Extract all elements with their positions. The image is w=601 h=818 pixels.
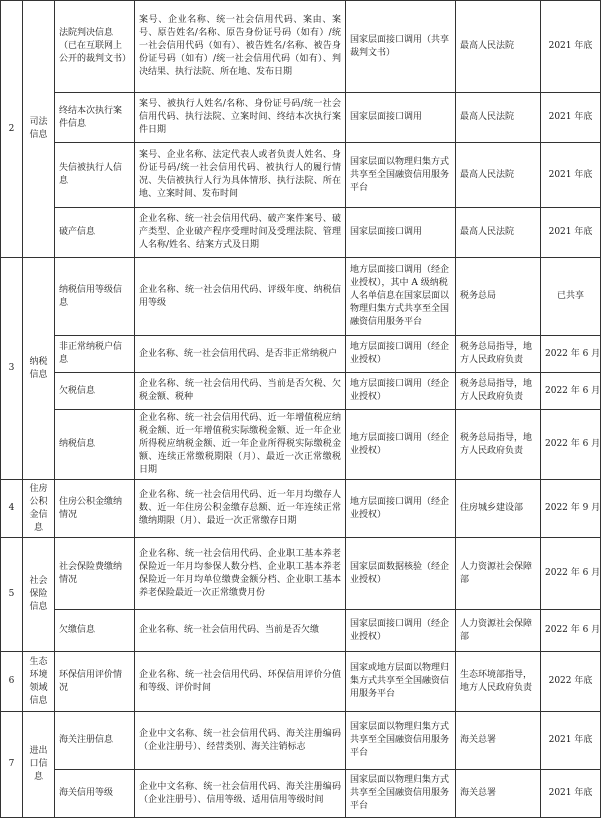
table-row: [1, 93, 601, 143]
group-number: 7: [1, 712, 23, 818]
table-row: [1, 258, 601, 336]
info-content: 企业名称、统一社会信用代码、企业职工基本养老保险近一年月均参保人数分档、企业职工基本养老保险近一年月均单位缴费金额分档、企业职工基本养老保险最近一次正常缴费月份: [135, 538, 346, 610]
info-item: 海关注册信息: [55, 712, 135, 770]
info-content: 案号、企业名称、法定代表人或者负责人姓名、身份证号码/统一社会信用代码、被执行人的履行情况、失信被执行人行为具体情形、执行法院、所在地、立案时间、发布时间: [135, 143, 346, 208]
deadline: 2021 年底: [541, 93, 601, 143]
sharing-method: 地方层面接口调用（经企业授权）: [346, 480, 456, 538]
group-number: 5: [1, 538, 23, 652]
group-category: 社会保险信息: [23, 538, 55, 652]
info-content: 企业名称、统一社会信用代码、评级年度、纳税信用等级: [135, 258, 346, 336]
responsible-dept: 税务总局指导，地方人民政府负责: [456, 373, 541, 410]
sharing-method: 国家层面接口调用: [346, 93, 456, 143]
sharing-method: 国家或地方层面以物理归集方式共享至全国融资信用服务平台: [346, 652, 456, 712]
group-category: 纳税信息: [23, 258, 55, 480]
group-number: 4: [1, 480, 23, 538]
sharing-method: 国家层面接口调用（共享裁判文书）: [346, 1, 456, 93]
deadline: 2021 年底: [541, 712, 601, 770]
group-category: 住房公积金信息: [23, 480, 55, 538]
deadline: 2021 年底: [541, 143, 601, 208]
table-row: [1, 410, 601, 480]
responsible-dept: 海关总署: [456, 712, 541, 770]
responsible-dept: 税务总局指导，地方人民政府负责: [456, 336, 541, 373]
table-row: [1, 770, 601, 818]
sharing-method: 地方层面接口调用（经企业授权）: [346, 373, 456, 410]
info-content: 企业名称、统一社会信用代码、当前是否欠缴: [135, 610, 346, 652]
responsible-dept: 人力资源社会保障部: [456, 610, 541, 652]
sharing-method: 国家层面数据核验（经企业授权）: [346, 538, 456, 610]
table-row: [1, 143, 601, 208]
info-item: 纳税信用等级信息: [55, 258, 135, 336]
table-row: [1, 610, 601, 652]
responsible-dept: 最高人民法院: [456, 208, 541, 258]
deadline: 2021 年底: [541, 208, 601, 258]
group-number: 2: [1, 1, 23, 258]
info-content: 企业名称、统一社会信用代码、是否非正常纳税户: [135, 336, 346, 373]
deadline: 2022 年 6 月: [541, 373, 601, 410]
deadline: 2022 年 9 月: [541, 480, 601, 538]
info-item: 法院判决信息（已在互联网上公开的裁判文书）: [55, 1, 135, 93]
responsible-dept: 最高人民法院: [456, 1, 541, 93]
sharing-method: 地方层面接口调用（经企业授权），其中 A 级纳税人名单信息在国家层面以物理归集方式共享至全国融资信用服务平台: [346, 258, 456, 336]
deadline: 2022 年 6 月: [541, 538, 601, 610]
info-item: 纳税信息: [55, 410, 135, 480]
table-row: [1, 336, 601, 373]
responsible-dept: 最高人民法院: [456, 143, 541, 208]
group-number: 6: [1, 652, 23, 712]
responsible-dept: 税务总局指导，地方人民政府负责: [456, 410, 541, 480]
group-category: 司法信息: [23, 1, 55, 258]
responsible-dept: 最高人民法院: [456, 93, 541, 143]
sharing-method: 国家层面接口调用: [346, 208, 456, 258]
sharing-method: 国家层面以物理归集方式共享至全国融资信用服务平台: [346, 712, 456, 770]
table-row: [1, 712, 601, 770]
responsible-dept: 税务总局: [456, 258, 541, 336]
info-item: 社会保险费缴纳情况: [55, 538, 135, 610]
info-item: 终结本次执行案件信息: [55, 93, 135, 143]
deadline: 2021 年底: [541, 1, 601, 93]
group-category: 进出口信息: [23, 712, 55, 818]
table-row: [1, 538, 601, 610]
table-row: [1, 652, 601, 712]
info-item: 环保信用评价情况: [55, 652, 135, 712]
deadline: 2022 年底: [541, 652, 601, 712]
info-item: 失信被执行人信息: [55, 143, 135, 208]
info-content: 案号、被执行人姓名/名称、身份证号码/统一社会信用代码、执行法院、立案时间、终结本次执行案件日期: [135, 93, 346, 143]
responsible-dept: 住房城乡建设部: [456, 480, 541, 538]
deadline: 2022 年 6 月: [541, 336, 601, 373]
info-content: 企业中文名称、统一社会信用代码、海关注册编码（企业注册号）、经营类别、海关注销标志: [135, 712, 346, 770]
info-item: 非正常纳税户信息: [55, 336, 135, 373]
deadline: 2021 年底: [541, 770, 601, 818]
deadline: 已共享: [541, 258, 601, 336]
info-item: 住房公积金缴纳情况: [55, 480, 135, 538]
responsible-dept: 人力资源社会保障部: [456, 538, 541, 610]
info-item: 欠税信息: [55, 373, 135, 410]
sharing-method: 国家层面接口调用（经企业授权）: [346, 610, 456, 652]
info-content: 企业名称、统一社会信用代码、当前是否欠税、欠税金额、税种: [135, 373, 346, 410]
sharing-method: 国家层面以物理归集方式共享至全国融资信用服务平台: [346, 143, 456, 208]
info-content: 企业名称、统一社会信用代码、近一年月均缴存人数、近一年住房公积金缴存总额、近一年连续正常缴纳期限（月）、最近一次正常缴存日期: [135, 480, 346, 538]
table-row: [1, 1, 601, 93]
table-row: [1, 480, 601, 538]
info-item: 破产信息: [55, 208, 135, 258]
table-row: [1, 373, 601, 410]
sharing-method: 地方层面接口调用（经企业授权）: [346, 410, 456, 480]
responsible-dept: 生态环境部指导，地方人民政府负责: [456, 652, 541, 712]
info-content: 企业名称、统一社会信用代码、近一年增值税应纳税金额、近一年增值税实际缴税金额、近一年企业所得税应纳税金额、近一年企业所得税实际缴税金额、连续正常缴税期限（月）、最近一次正常缴税日期: [135, 410, 346, 480]
deadline: 2022 年 6 月: [541, 410, 601, 480]
responsible-dept: 海关总署: [456, 770, 541, 818]
sharing-method: 地方层面接口调用（经企业授权）: [346, 336, 456, 373]
info-content: 企业名称、统一社会信用代码、破产案件案号、破产类型、企业破产程序受理时间及受理法院、管理人名称/姓名、结案方式及日期: [135, 208, 346, 258]
info-content: 企业名称、统一社会信用代码、环保信用评价分值和等级、评价时间: [135, 652, 346, 712]
info-item: 欠缴信息: [55, 610, 135, 652]
deadline: 2022 年 6 月: [541, 610, 601, 652]
table-row: [1, 208, 601, 258]
info-item: 海关信用等级: [55, 770, 135, 818]
info-content: 案号、企业名称、统一社会信用代码、案由、案号、原告姓名/名称、原告身份证号码（如有）/统一社会信用代码（如有）、被告姓名/名称、被告身份证号码（如有）/统一社会信用代码（如有）、判决结果、执行法院、所在地、发布日期: [135, 1, 346, 93]
info-content: 企业中文名称、统一社会信用代码、海关注册编码（企业注册号）、信用等级、适用信用等级时间: [135, 770, 346, 818]
sharing-method: 国家层面以物理归集方式共享至全国融资信用服务平台: [346, 770, 456, 818]
group-number: 3: [1, 258, 23, 480]
group-category: 生态环境领域信息: [23, 652, 55, 712]
